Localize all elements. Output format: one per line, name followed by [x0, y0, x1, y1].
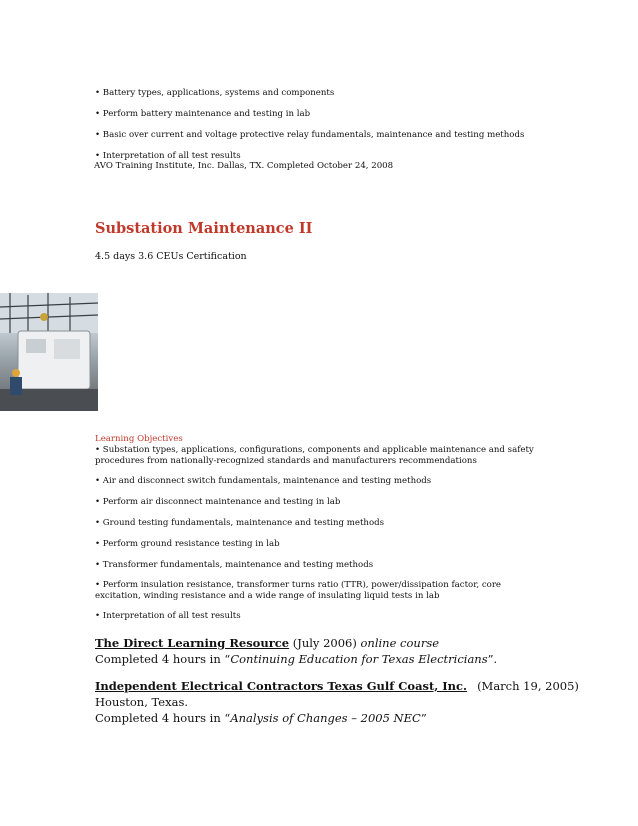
bullet-interpretation: • Interpretation of all test results [95, 151, 241, 161]
course2-date: (March 19, 2005) [477, 679, 579, 693]
objective-substation-types: • Substation types, applications, configurations, components and applicable maintenance and safety procedures from nationally-recognized standards and manufacturers recommendations [95, 445, 534, 466]
course1-completed-prefix: Completed 4 hours in “ [95, 652, 231, 666]
objective-ground-testing: • Ground testing fundamentals, maintenance and testing methods [95, 518, 385, 528]
bullet-battery-types: • Battery types, applications, systems and components [95, 88, 335, 98]
objective-interpretation: • Interpretation of all test results [95, 611, 241, 621]
objective-air-disconnect-lab: • Perform air disconnect maintenance and testing in lab [95, 497, 341, 507]
course1-date: (July 2006) [289, 636, 361, 650]
course1-title: The Direct Learning Resource [95, 636, 290, 650]
course2-line3 [95, 710, 427, 726]
section-heading: Substation Maintenance II [95, 220, 313, 237]
course2-title: Independent Electrical Contractors Texas Gulf Coast, Inc. [95, 679, 468, 693]
objective-transformer: • Transformer fundamentals, maintenance and testing methods [95, 560, 374, 570]
course1-line1 [95, 635, 439, 651]
course1-course-name: Continuing Education for Texas Electricians [230, 652, 488, 666]
course1-line2 [95, 651, 497, 667]
course1-mode: online course [360, 636, 440, 650]
course2-course-name: Analysis of Changes – 2005 NEC [230, 711, 421, 725]
course1-completed-suffix: ”. [487, 652, 498, 666]
substation-photo [0, 293, 98, 411]
objective-ground-resistance-lab: • Perform ground resistance testing in lab [95, 539, 280, 549]
course2-line1 [95, 678, 579, 694]
objective-insulation-tests: • Perform insulation resistance, transformer turns ratio (TTR), power/dissipation factor, core excitation, winding resistance and a wide range of insulating liquid tests in lab [95, 580, 502, 601]
course2-completed-suffix: ” [420, 711, 427, 725]
bullet-relay-fundamentals: • Basic over current and voltage protective relay fundamentals, maintenance and testing methods [95, 130, 525, 140]
course2-location: Houston, Texas. [95, 695, 189, 709]
learning-objectives-label: Learning Objectives [95, 434, 183, 444]
bullet-battery-maintenance: • Perform battery maintenance and testing in lab [95, 109, 311, 119]
objective-air-disconnect: • Air and disconnect switch fundamentals, maintenance and testing methods [95, 476, 432, 486]
certification-line: 4.5 days 3.6 CEUs Certification [95, 251, 247, 262]
avo-completion-line: AVO Training Institute, Inc. Dallas, TX. Completed October 24, 2008 [94, 161, 394, 171]
course2-completed-prefix: Completed 4 hours in “ [95, 711, 231, 725]
